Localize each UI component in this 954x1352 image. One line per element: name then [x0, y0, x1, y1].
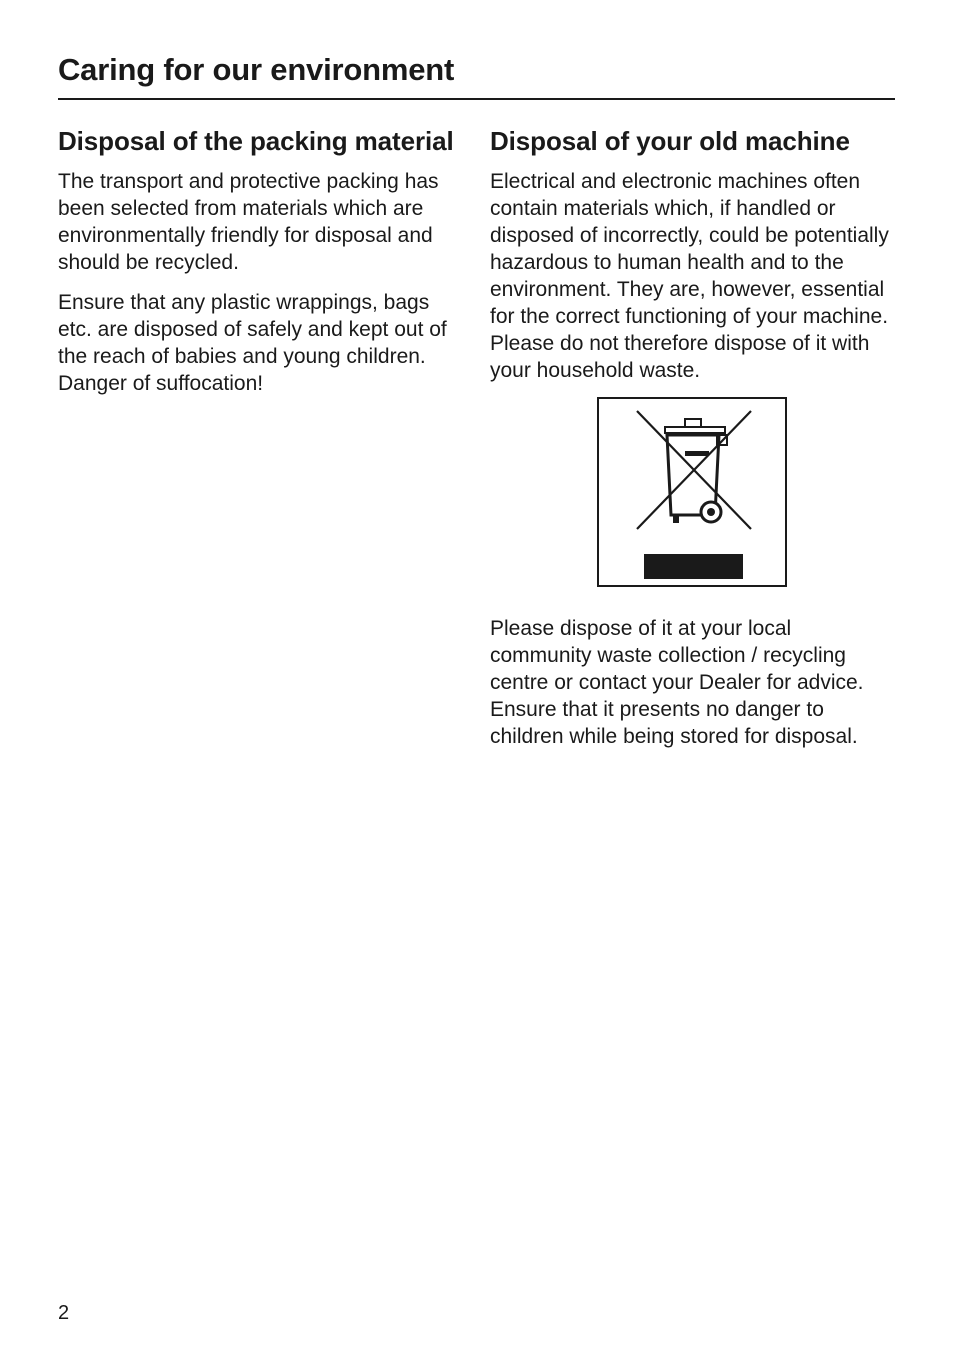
page-number: 2 [58, 1302, 70, 1324]
old-machine-paragraph-1: Electrical and electronic machines often contain materials which, if handled or disposed of incorrectly, could be potentially hazardous to human health and to the environment. They are, however, essential for the correct functioning of your machine. Please do not therefore dispose of it with your household waste. [490, 170, 889, 382]
old-machine-heading: Disposal of your old machine [490, 126, 850, 156]
packing-paragraph-1: The transport and protective packing has been selected from materials which are environmentally friendly for disposal and should be recycled. [58, 170, 439, 274]
packing-material-section [58, 125, 468, 410]
crossed-out-wheelie-bin-icon [599, 399, 785, 585]
title-divider [58, 98, 895, 100]
weee-symbol [597, 397, 787, 587]
page-title: Caring for our environment [58, 52, 455, 87]
packing-material-heading: Disposal of the packing material [58, 126, 454, 156]
old-machine-paragraph-2: Please dispose of it at your local community waste collection / recycling centre or contact your Dealer for advice. Ensure that it presents no danger to children while being stored for disposal. [490, 617, 864, 748]
packing-paragraph-2: Ensure that any plastic wrappings, bags etc. are disposed of safely and kept out of the reach of babies and young children. Danger of suffocation! [58, 291, 447, 395]
old-machine-section [490, 125, 895, 763]
